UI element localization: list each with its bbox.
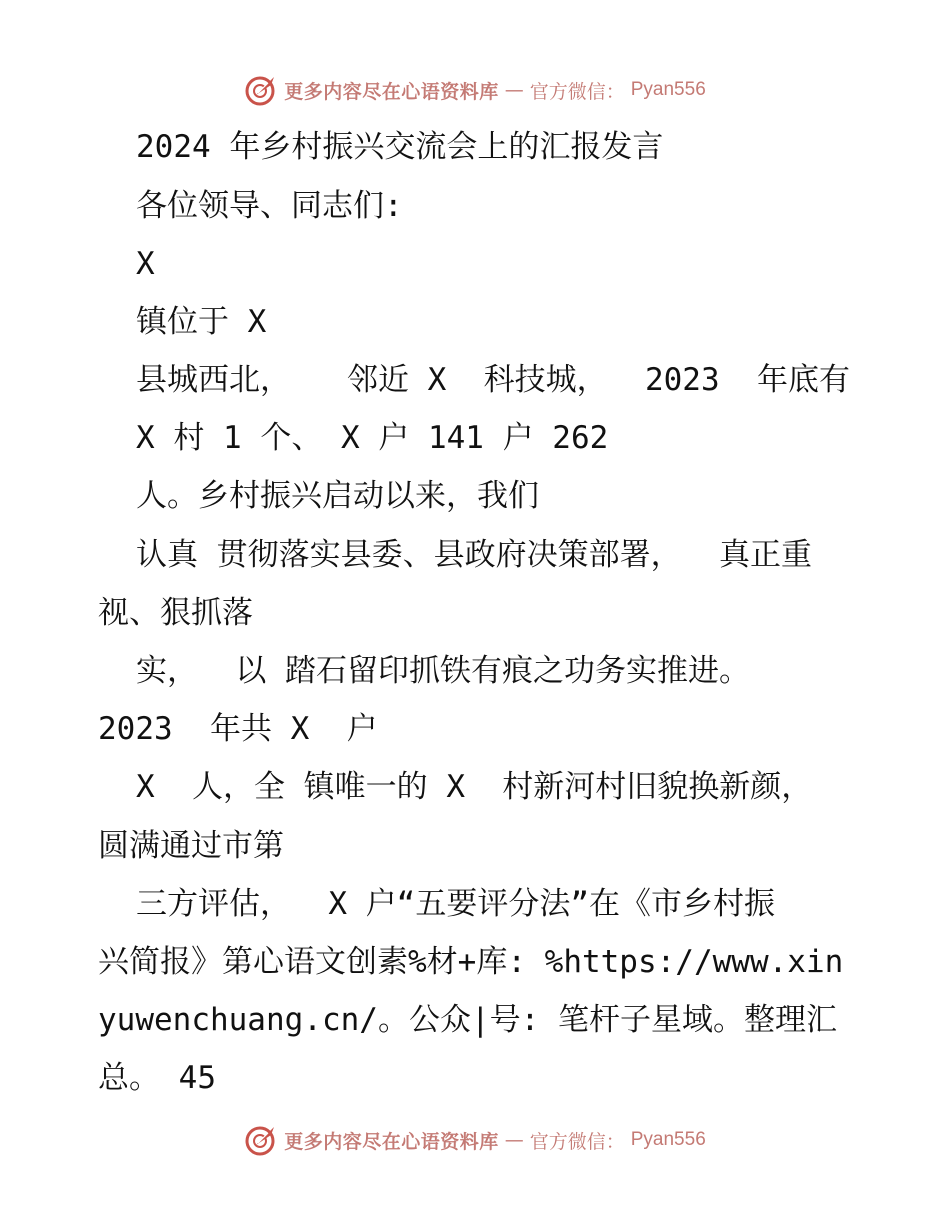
banner-title: 更多内容尽在心语资料库 (284, 1130, 499, 1153)
quill-logo-icon (244, 1123, 278, 1157)
body-line: 县城西北， 邻近 X 科技城， 2023 年底有 (136, 362, 850, 398)
footer-watermark-banner (0, 1120, 950, 1160)
body-line: yuwenchuang.cn/。公众|号: 笔杆子星域。整理汇 (98, 1002, 837, 1038)
body-line: 圆满通过市第 (98, 828, 284, 864)
quill-logo-icon (244, 73, 278, 107)
banner-separator: — (504, 1129, 524, 1151)
body-line: 总。 45 (98, 1060, 216, 1096)
body-line: 实， 以 踏石留印抓铁有痕之功务实推进。 (136, 653, 750, 689)
body-line: 镇位于 X (136, 304, 267, 340)
body-line: X 村 1 个、 X 户 141 户 262 (136, 420, 609, 456)
body-line: 认真 贯彻落实县委、县政府决策部署， 真正重 (136, 537, 812, 573)
body-line: 视、狠抓落 (98, 595, 253, 631)
banner-wechat-id: Pyan556 (630, 79, 706, 100)
body-line: X 人，全 镇唯一的 X 村新河村旧貌换新颜， (136, 769, 813, 805)
body-line: 兴简报》第心语文创素%材+库: %https://www.xin (98, 944, 844, 980)
banner-title: 更多内容尽在心语资料库 (284, 80, 499, 103)
banner-wechat-id: Pyan556 (630, 1129, 706, 1150)
banner-wechat-label: 官方微信： (529, 1130, 625, 1153)
salutation: 各位领导、同志们: (136, 188, 403, 224)
banner-wechat-label: 官方微信： (529, 80, 625, 103)
document-title: 2024 年乡村振兴交流会上的汇报发言 (136, 129, 664, 165)
body-line: 人。乡村振兴启动以来，我们 (136, 478, 539, 514)
header-watermark-banner (0, 70, 950, 110)
body-line: 2023 年共 X 户 (98, 711, 378, 747)
body-line: 三方评估， X 户“五要评分法”在《市乡村振 (136, 886, 775, 922)
body-line: X (136, 246, 155, 282)
banner-separator: — (504, 79, 524, 101)
